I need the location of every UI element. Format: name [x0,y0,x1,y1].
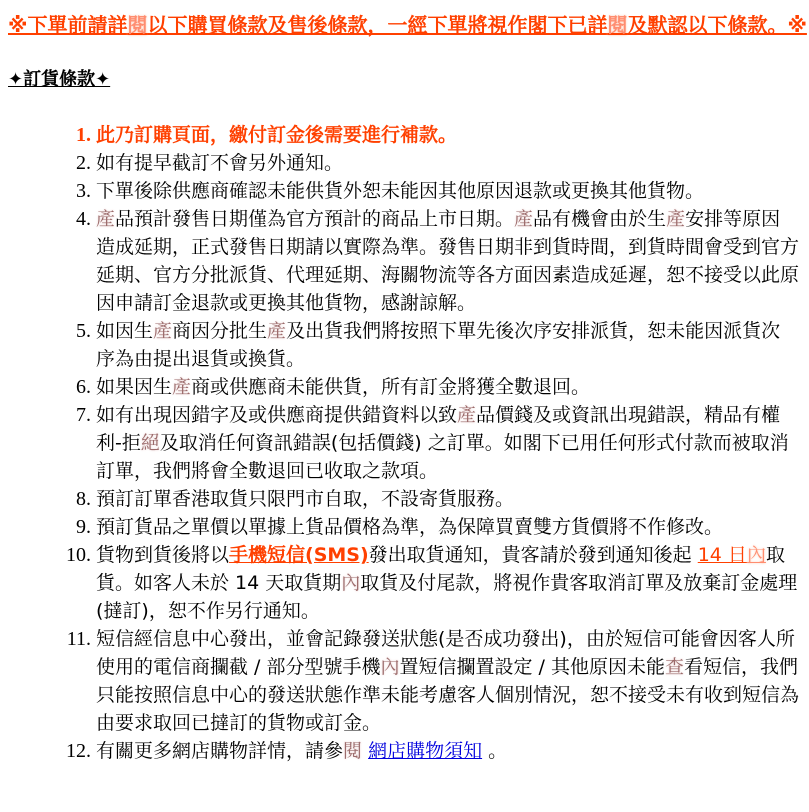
term-item-6 [96,373,799,401]
order-terms-list [8,121,803,765]
text-run: 產 [666,208,686,230]
text-run: 絕 [140,432,160,454]
text-run: ※下單前請詳 [8,13,128,37]
term-item-4 [96,205,799,317]
term-item-5 [96,317,799,373]
text-run: 下單後除供應商確認未能供貨外恕未能因其他原因退款或更換其他貨物。 [96,180,705,202]
text-run: 閱 [343,740,363,762]
text-run: 手機短信(SMS) [229,544,369,566]
term-item-8 [96,485,799,513]
section-title-order-terms: ✦訂貨條款✦ [8,69,111,90]
text-run: 發出取貨通知，貴客請於發到通知後起 [368,544,698,566]
term-item-12 [96,737,799,765]
text-run: 產 [457,404,477,426]
text-run: 及出貨我們將按照下單先後次序安排派貨，恕未能因派貨次序為由提出退貨或換貨。 [96,320,781,370]
text-run: 閱 [607,13,628,37]
text-run: 此乃訂購頁面，繳付訂金後需要進行補款。 [96,124,458,146]
text-run: 取貨及付尾款，將視作貴客取消訂單及放棄訂金處理(撻訂)，恕不作另行通知。 [96,572,798,622]
term-item-10 [96,541,799,625]
text-run: 如果因生 [96,376,173,398]
term-item-11 [96,625,799,737]
term-item-9 [96,513,799,541]
term-item-3 [96,177,799,205]
text-run: 及默認以下條款。※ [627,13,807,37]
text-run: 內 [746,544,766,566]
text-run: 短信經信息中心發出，並會記錄發送狀態(是否成功發出)，由於短信可能會因客人所使用的電信商攔截 / 部分型號手機 [96,628,795,678]
pre-order-warning-banner [8,13,807,38]
text-run: 預訂貨品之單價以單據上貨品價格為準，為保障買賣雙方貨價將不作修改。 [96,516,724,538]
text-run: 如因生 [96,320,154,342]
text-run: 及取消任何資訊錯誤(包括價錢) 之訂單。如閣下已用任何形式付款而被取消訂單，我們將會全數退回已收取之款項。 [96,432,789,482]
text-run: 品有機會由於生 [533,208,667,230]
text-run: 如有出現因錯字及或供應商提供錯資料以致 [96,404,458,426]
text-run: 品預計發售日期僅為官方預計的商品上市日期。 [115,208,515,230]
text-run: 內 [341,572,361,594]
shop-guide-link[interactable]: 網店購物須知 [368,740,483,762]
term-item-7 [96,401,799,485]
text-run: 內 [380,656,400,678]
text-run: 預訂訂單香港取貨只限門市自取，不設寄貨服務。 [96,488,515,510]
term-item-2 [96,149,799,177]
text-run: 商或供應商未能供貨，所有訂金將獲全數退回。 [191,376,591,398]
text-run: 。 [482,740,508,762]
text-run: 置短信攔置設定 / 其他原因未能 [399,656,665,678]
text-run: 產 [267,320,287,342]
text-run: 看短信，我們只能按照信息中心的發送狀態作準未能考慮客人個別情況，恕不接受未有收到短信為由要求取回已撻訂的貨物或訂金。 [96,656,800,734]
text-run: 產 [514,208,534,230]
text-run: 品價錢及或資訊出現錯誤，精品有權利-拒 [96,404,781,454]
text-run: 產 [96,208,116,230]
text-run: 如有提早截訂不會另外通知。 [96,152,344,174]
text-run: 有關更多網店購物詳情，請參 [96,740,344,762]
text-run: 產 [153,320,173,342]
text-run: 產 [172,376,192,398]
text-run: 14 日 [697,544,747,566]
text-run: 安排等原因造成延期，正式發售日期請以實際為準。發售日期非到貨時間，到貨時間會受到官方延期、官方分批派貨、代理延期、海關物流等各方面因素造成延遲，恕不接受以此原因申請訂金退款或更換其他貨物，感謝諒解。 [96,208,800,314]
term-item-1 [96,121,799,149]
text-run: 以下購買條款及售後條款，一經下單將視作閣下已詳 [147,13,608,37]
text-run: 閱 [127,13,148,37]
text-run: 查 [664,656,684,678]
text-run: 商因分批生 [172,320,268,342]
text-run: 取貨。如客人未於 14 天取貨期 [96,544,785,594]
text-run: 貨物到貨後將以 [96,544,230,566]
